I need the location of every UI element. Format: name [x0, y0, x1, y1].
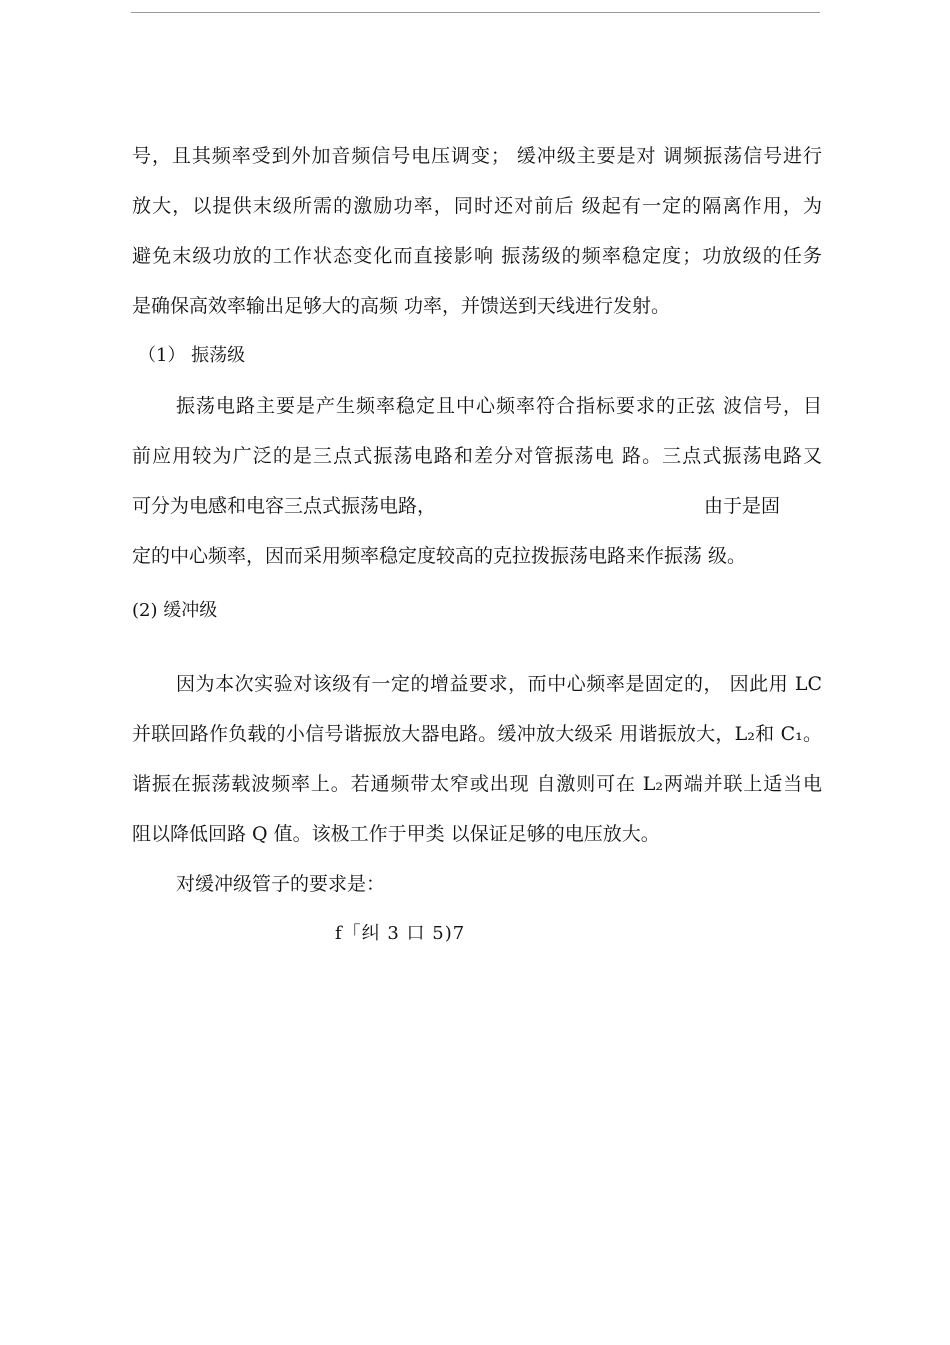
paragraph-2-right-fragment: 由于是固 [704, 495, 781, 517]
paragraph-1-line-3: 避免末级功放的工作状态变化而直接影响 振荡级的频率稳定度；功放级的任务 [132, 245, 822, 267]
formula: f「纠 3 口 5)7 [335, 923, 466, 944]
header-rule [131, 12, 820, 13]
paragraph-1-line-4: 是确保高效率输出足够大的高频 功率，并馈送到天线进行发射。 [132, 295, 671, 317]
paragraph-2-line-4: 定的中心频率，因而采用频率稳定度较高的克拉拨振荡电路来作振荡 级。 [132, 545, 747, 567]
paragraph-3-line-3: 谐振在振荡载波频率上。若通频带太窄或出现 自激则可在 L₂两端并联上适当电 [132, 773, 822, 795]
paragraph-3-line-1: 因为本次实验对该级有一定的增益要求，而中心频率是固定的， 因此用 LC [176, 673, 822, 695]
paragraph-3-line-2: 并联回路作负载的小信号谐振放大器电路。缓冲放大级采 用谐振放大，L₂和 C₁。 [132, 723, 822, 745]
section-heading-buffer: (2) 缓冲级 [132, 600, 218, 621]
paragraph-4: 对缓冲级管子的要求是： [176, 873, 386, 895]
paragraph-2-line-1: 振荡电路主要是产生频率稳定且中心频率符合指标要求的正弦 波信号，目 [176, 395, 822, 417]
paragraph-2-line-3: 可分为电感和电容三点式振荡电路， [132, 495, 437, 517]
paragraph-1-line-2: 放大，以提供末级所需的激励功率，同时还对前后 级起有一定的隔离作用，为 [132, 195, 822, 217]
paragraph-3-line-4: 阻以降低回路 Q 值。该极工作于甲类 以保证足够的电压放大。 [132, 823, 660, 845]
section-heading-oscillator: （1） 振荡级 [138, 345, 246, 366]
paragraph-1-line-1: 号，且其频率受到外加音频信号电压调变； 缓冲级主要是对 调频振荡信号进行 [132, 145, 822, 167]
paragraph-2-line-2: 前应用较为广泛的是三点式振荡电路和差分对管振荡电 路。三点式振荡电路又 [132, 445, 822, 467]
